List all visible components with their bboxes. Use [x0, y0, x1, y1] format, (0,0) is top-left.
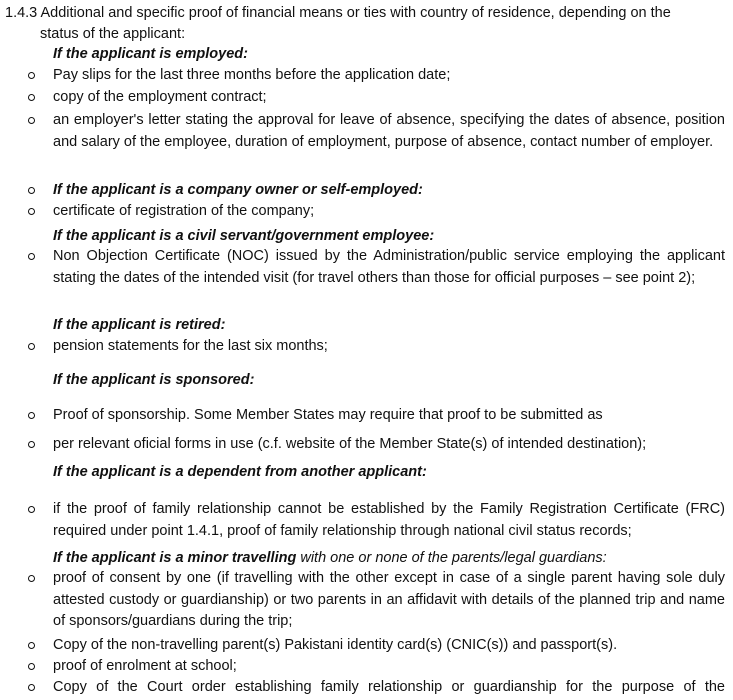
bullet-icon — [28, 405, 40, 427]
heading-company-owner: If the applicant is a company owner or self-employed: — [53, 182, 423, 198]
heading-civil-servant: If the applicant is a civil servant/government employee: — [53, 228, 435, 244]
heading-sponsored: If the applicant is sponsored: — [53, 372, 255, 388]
list-item-text: if the proof of family relationship cannot be established by the Family Registration Certificate (FRC) required under point 1.4.1, proof of family relationship through national civil status records; — [53, 501, 725, 539]
bullet-icon — [28, 635, 40, 657]
list-item-text: copy of the employment contract; — [53, 89, 267, 105]
bullet-icon — [28, 677, 40, 699]
bullet-icon — [28, 434, 40, 456]
list-item-text: Non Objection Certificate (NOC) issued by the Administration/public service employing the applicant stating the dates of the intended visit (for travel others than those for official purposes – see point 2); — [53, 248, 725, 286]
heading-employed: If the applicant is employed: — [53, 46, 248, 62]
bullet-icon — [28, 246, 40, 268]
section-heading — [5, 3, 727, 25]
bullet-icon — [28, 65, 40, 87]
section-number: 1.4.3 — [5, 5, 38, 21]
list-item-text: per relevant oficial forms in use (c.f. website of the Member State(s) of intended destination); — [53, 436, 647, 452]
heading-minor-bold: If the applicant is a minor travelling — [53, 550, 297, 566]
bullet-icon — [28, 180, 40, 202]
list-item-text: Copy of the Court order establishing family relationship or guardianship for the purpose of the — [53, 679, 725, 695]
list-item-text: certificate of registration of the company; — [53, 203, 315, 219]
heading-minor-travelling — [53, 548, 607, 570]
heading-minor-rest: with one or none of the parents/legal guardians: — [296, 550, 607, 566]
section-title-line1: Additional and specific proof of financial means or ties with country of residence, depending on the — [40, 5, 671, 21]
bullet-icon — [28, 87, 40, 109]
bullet-icon — [28, 110, 40, 132]
section-title-line2: status of the applicant: — [40, 26, 186, 42]
list-item-text: proof of consent by one (if travelling with the other except in case of a single parent having sole duly attested custody or guardianship) or two parents in an affidavit with details of the planned trip and name of sponsors/guardians during the trip; — [53, 570, 725, 629]
bullet-icon — [28, 201, 40, 223]
list-item-text: Copy of the non-travelling parent(s) Pakistani identity card(s) (CNIC(s)) and passport(s). — [53, 637, 618, 653]
list-item-text: Proof of sponsorship. Some Member States may require that proof to be submitted as — [53, 407, 603, 423]
bullet-icon — [28, 568, 40, 590]
list-item-text: an employer's letter stating the approval for leave of absence, specifying the dates of absence, position and salary of the employee, duration of employment, purpose of absence, contact number of employer. — [53, 112, 725, 150]
list-item-text: pension statements for the last six months; — [53, 338, 328, 354]
bullet-icon — [28, 336, 40, 358]
list-item-text: Pay slips for the last three months before the application date; — [53, 67, 451, 83]
heading-retired: If the applicant is retired: — [53, 317, 226, 333]
heading-dependent: If the applicant is a dependent from another applicant: — [53, 464, 427, 480]
list-item-text: proof of enrolment at school; — [53, 658, 237, 674]
bullet-icon — [28, 656, 40, 678]
bullet-icon — [28, 499, 40, 521]
